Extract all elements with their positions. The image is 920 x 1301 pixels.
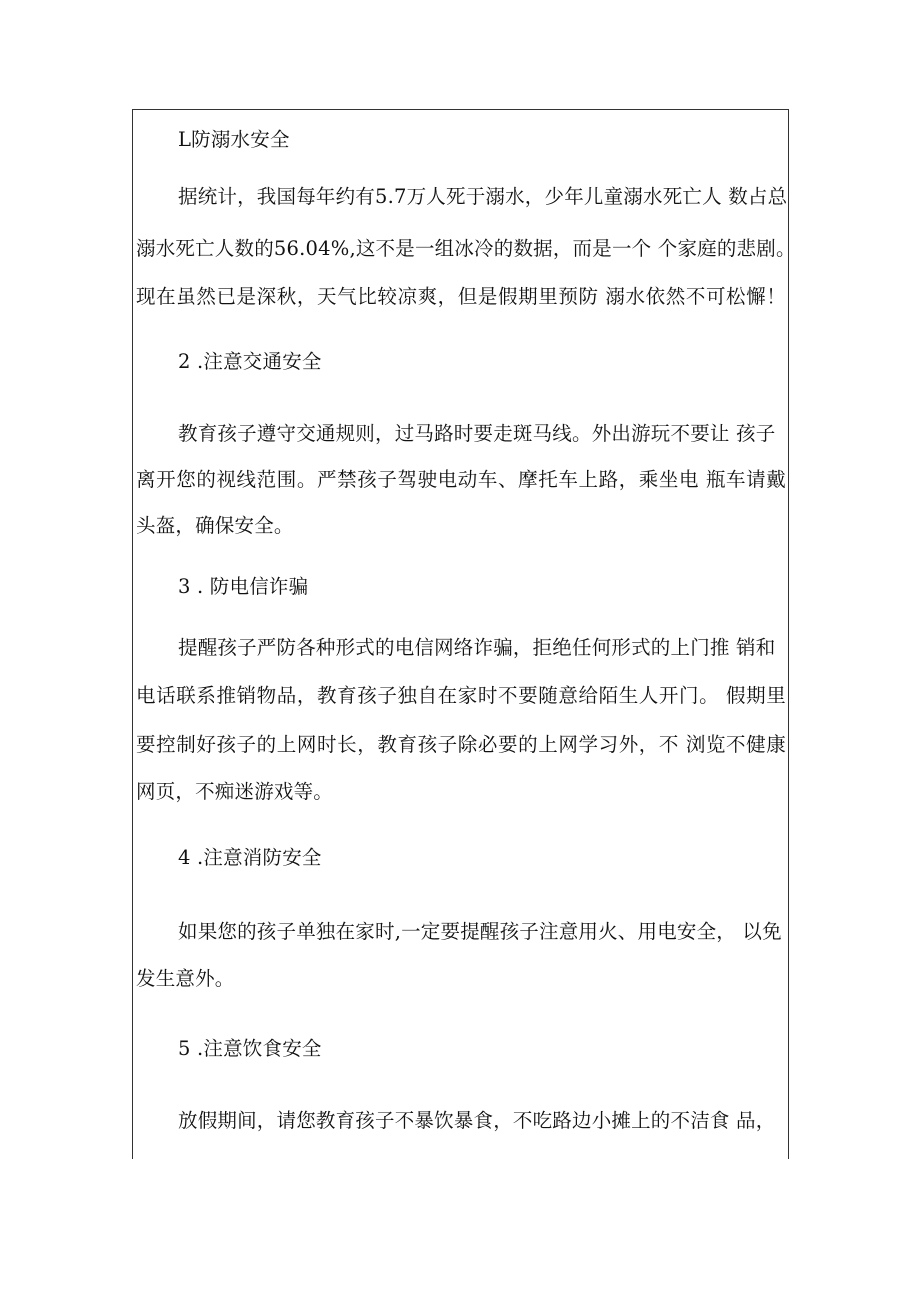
document-frame: [132, 109, 796, 1159]
paragraph-line: 现在虽然已是深秋，天气比较凉爽，但是假期里预防 溺水依然不可松懈！: [136, 285, 786, 308]
paragraph-line: 据统计，我国每年约有5.7万人死于溺水，少年儿童溺水死亡人 数占总: [178, 185, 788, 208]
paragraph-line: 放假期间，请您教育孩子不暴饮暴食，不吃路边小摊上的不洁食 品，: [178, 1109, 776, 1132]
paragraph-line: 电话联系推销物品，教育孩子独自在家时不要随意给陌生人开门。 假期里: [136, 684, 786, 707]
paragraph-line: 发生意外。: [136, 967, 235, 990]
paragraph-line: 要控制好孩子的上网时长，教育孩子除必要的上网学习外，不 浏览不健康: [136, 733, 786, 756]
paragraph-line: 网页，不痴迷游戏等。: [136, 780, 334, 803]
paragraph-line: 如果您的孩子单独在家时,一定要提醒孩子注意用火、用电安全， 以免: [178, 920, 782, 943]
paragraph-line: 离开您的视线范围。严禁孩子驾驶电动车、摩托车上路，乘坐电 瓶车请戴: [136, 468, 786, 491]
paragraph-line: 提醒孩子严防各种形式的电信网络诈骗，拒绝任何形式的上门推 销和: [178, 636, 776, 659]
paragraph-line: 头盔，确保安全。: [136, 514, 294, 537]
section-heading-food-safety: 5 .注意饮食安全: [178, 1037, 322, 1060]
section-heading-drowning: L防溺水安全: [178, 128, 290, 151]
paragraph-line: 教育孩子遵守交通规则，过马路时要走斑马线。外出游玩不要让 孩子: [178, 422, 776, 445]
section-heading-telecom-fraud: 3 . 防电信诈骗: [178, 575, 309, 598]
section-heading-traffic: 2 .注意交通安全: [178, 350, 322, 373]
section-heading-fire-safety: 4 .注意消防安全: [178, 846, 322, 869]
paragraph-line: 溺水死亡人数的56.04%,这不是一组冰冷的数据，而是一个 个家庭的悲剧。: [136, 237, 796, 260]
